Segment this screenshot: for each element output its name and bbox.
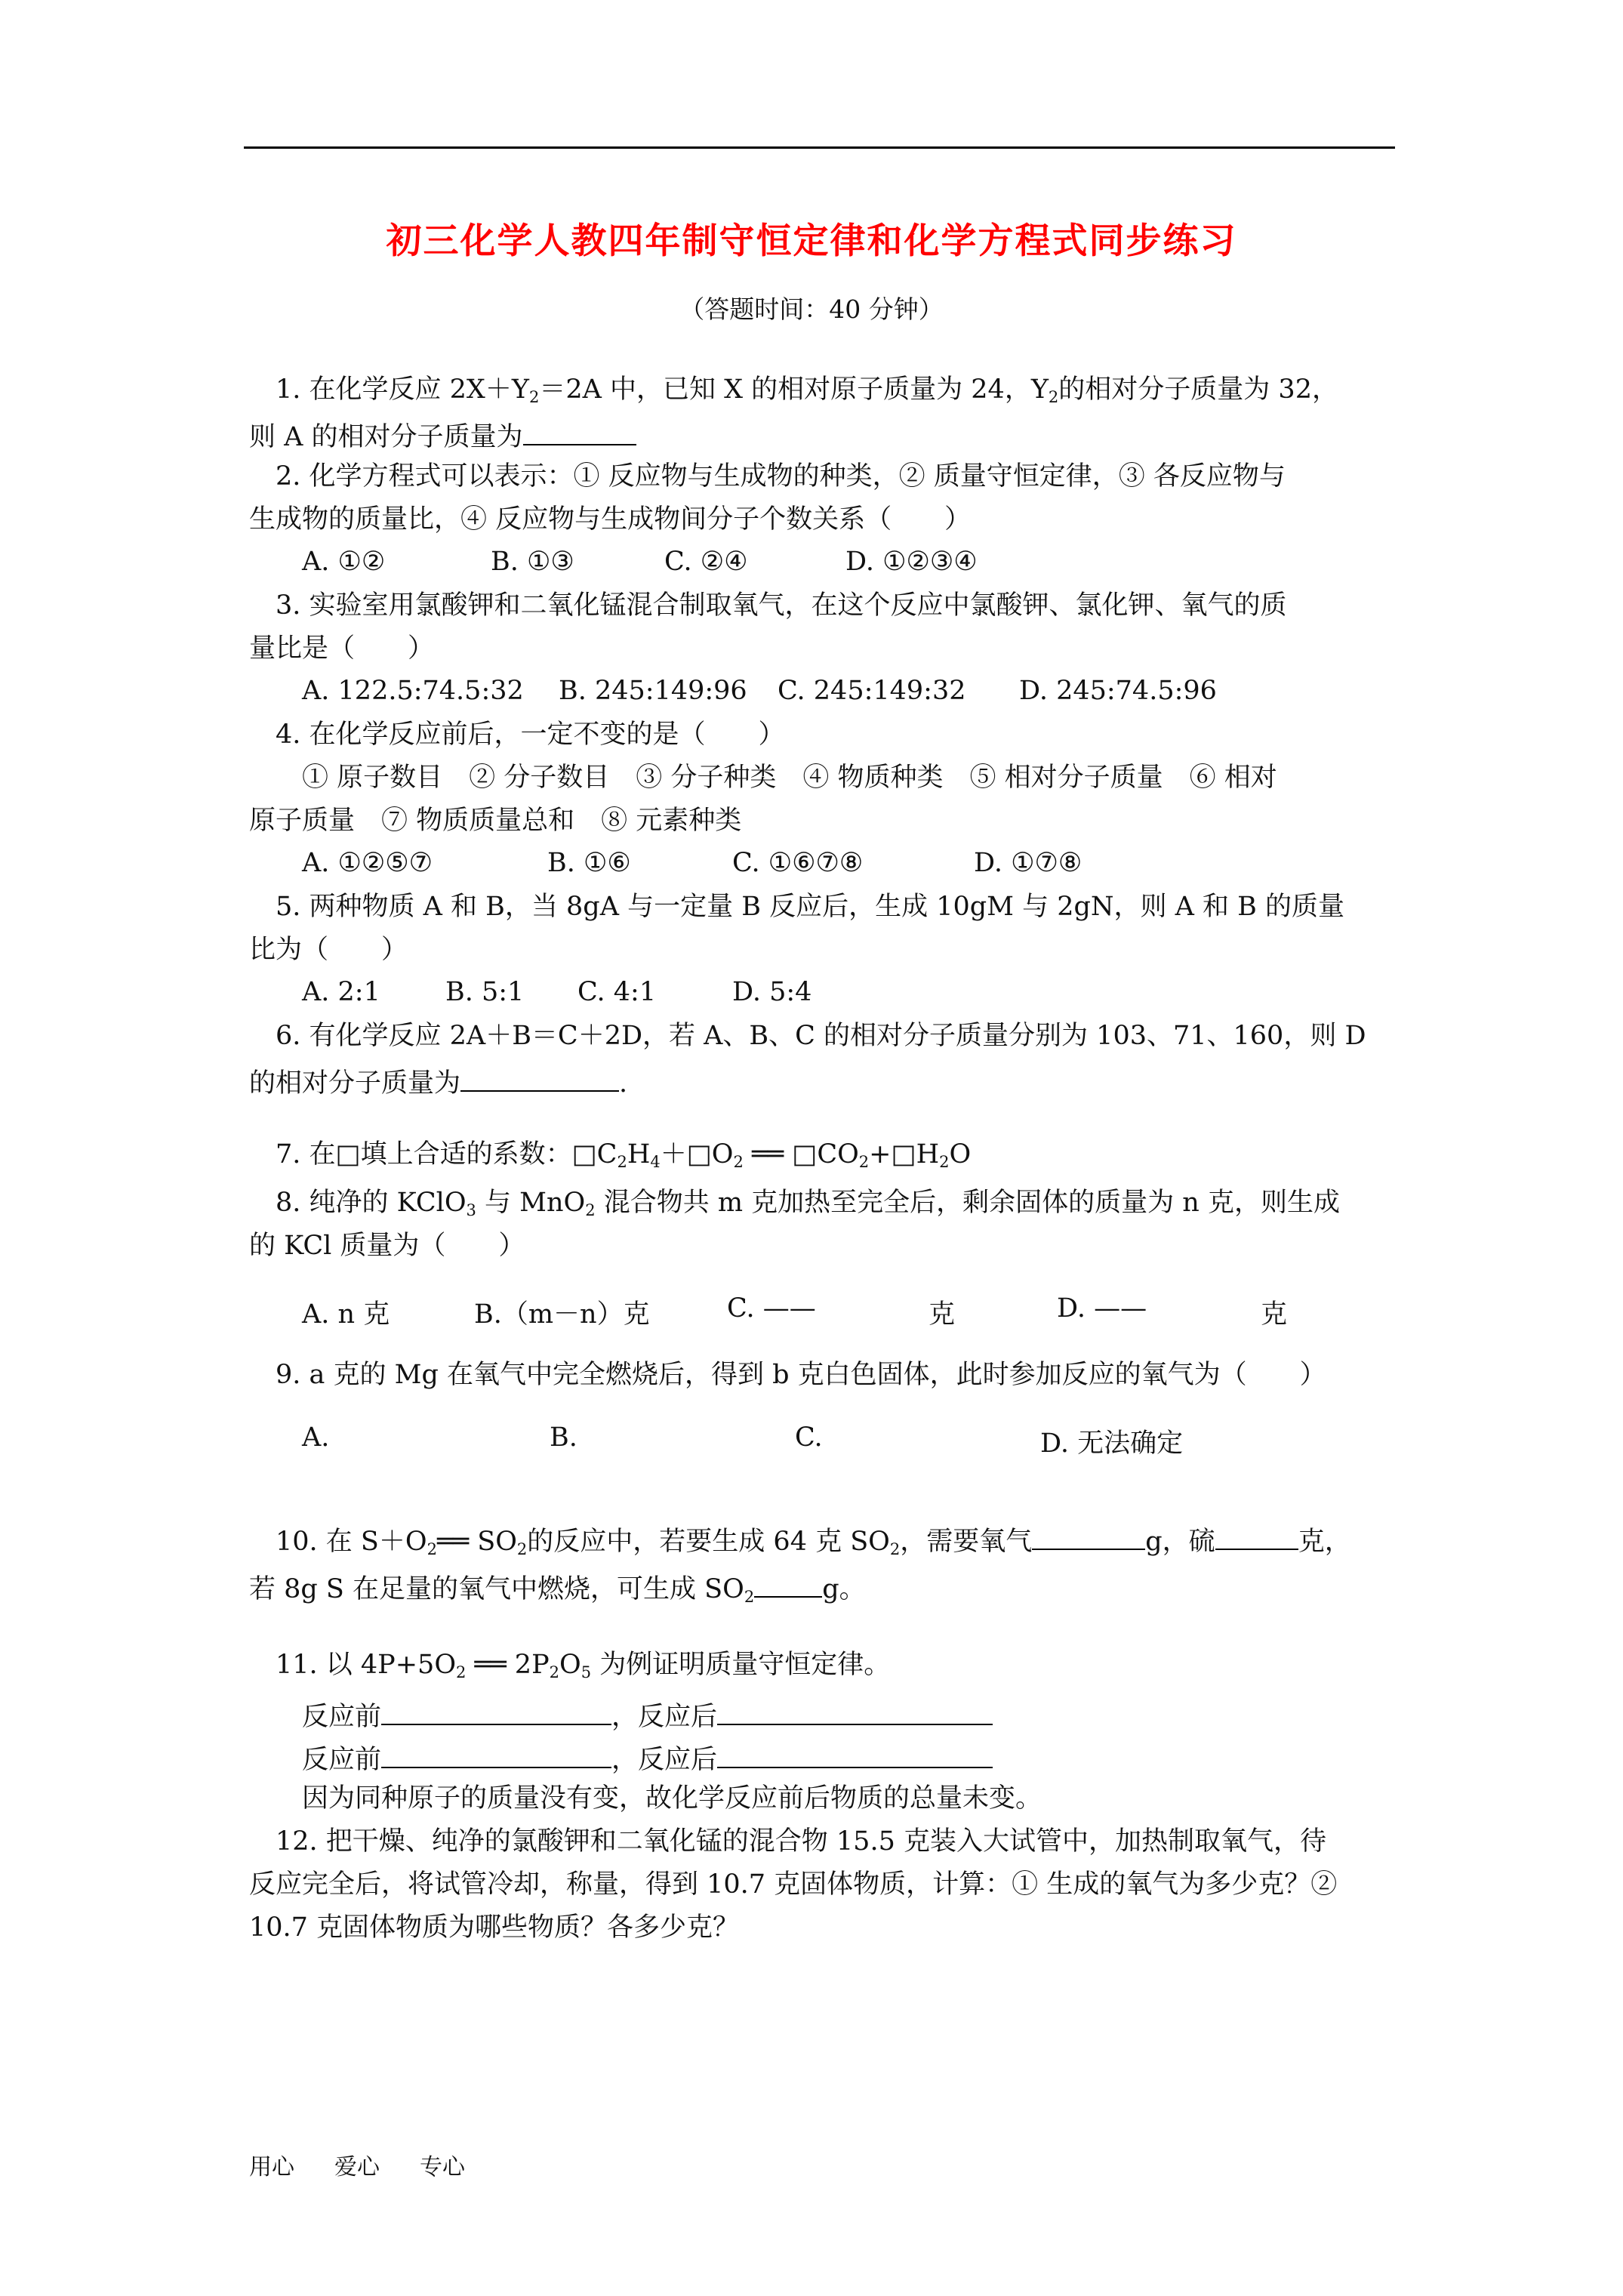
q9-option-a[interactable]: A. (302, 1422, 330, 1453)
q3-option-b[interactable]: B. 245:149:96 (559, 676, 747, 706)
time-limit: （答题时间：40 分钟） (679, 294, 944, 324)
subscript: 2 (1048, 388, 1059, 406)
q11-line1 (276, 1649, 890, 1682)
q6-line2 (249, 1063, 627, 1099)
q1-text: 则 A 的相对分子质量为 (249, 422, 523, 452)
q10-text: ══ SO (436, 1527, 517, 1557)
q10-line2 (249, 1569, 866, 1607)
q10-text: g。 (822, 1574, 866, 1604)
q12-line3: 10.7 克固体物质为哪些物质？各多少克？ (249, 1912, 740, 1943)
subscript: 2 (733, 1153, 744, 1171)
q11-text: 11. 以 4P+5O (276, 1650, 457, 1680)
q8-text: 8. 纯净的 KClO (276, 1188, 467, 1218)
q1-text: 1. 在化学反应 2X＋Y (276, 374, 529, 405)
subscript: 2 (889, 1540, 901, 1558)
q10-text: ，需要氧气 (900, 1527, 1033, 1557)
oxygen-mass-blank[interactable] (1032, 1521, 1145, 1550)
before-label: 反应前 (302, 1745, 382, 1775)
q5-line2: 比为（ ） (249, 935, 408, 965)
q1-line2 (249, 417, 636, 453)
q9-option-c[interactable]: C. (795, 1422, 823, 1453)
subscript: 3 (466, 1201, 476, 1219)
q6-answer-blank[interactable] (460, 1063, 619, 1092)
q8-text: 混合物共 m 克加热至完全后，剩余固体的质量为 n 克，则生成 (595, 1188, 1340, 1218)
q9-option-b[interactable]: B. (550, 1422, 577, 1453)
q4-line1: 4. 在化学反应前后，一定不变的是（ ） (276, 720, 785, 750)
after-blank[interactable] (717, 1740, 993, 1768)
q9-line1: 9. a 克的 Mg 在氧气中完全燃烧后，得到 b 克白色固体，此时参加反应的氧气为（ ） (276, 1360, 1326, 1390)
after-label: ，反应后 (611, 1745, 718, 1775)
q10-text: 的反应中，若要生成 64 克 SO (527, 1527, 890, 1557)
q11-conclusion: 因为同种原子的质量没有变，故化学反应前后物质的总量未变。 (302, 1783, 1042, 1814)
q3-option-c[interactable]: C. 245:149:32 (778, 676, 966, 706)
subscript: 2 (427, 1540, 437, 1558)
q1-answer-blank[interactable] (523, 417, 636, 445)
q10-text: g，硫 (1145, 1527, 1215, 1557)
sulfur-mass-blank[interactable] (1215, 1521, 1298, 1550)
subscript: 2 (456, 1663, 467, 1681)
q7-text: ＋□O (660, 1139, 734, 1170)
q5-option-b[interactable]: B. 5:1 (445, 977, 525, 1007)
q11-text: 为例证明质量守恒定律。 (591, 1650, 891, 1680)
subscript: 2 (528, 388, 540, 406)
q2-option-a[interactable]: A. ①② (302, 547, 386, 577)
q5-option-d[interactable]: D. 5:4 (732, 977, 812, 1007)
q10-text: 克， (1298, 1527, 1351, 1557)
q8-option-a[interactable]: A. n 克 (302, 1299, 390, 1330)
q9-option-d[interactable]: D. 无法确定 (1040, 1428, 1184, 1459)
footer-text: 爱心 (334, 2154, 380, 2180)
q3-line1: 3. 实验室用氯酸钾和二氧化锰混合制取氧气，在这个反应中氯酸钾、氯化钾、氧气的质 (276, 590, 1287, 621)
after-label: ，反应后 (611, 1702, 718, 1732)
q12-line2: 反应完全后，将试管冷却，称量，得到 10.7 克固体物质，计算：① 生成的氧气为多少克？② (249, 1869, 1338, 1900)
q4-option-d[interactable]: D. ①⑦⑧ (974, 848, 1083, 878)
q4-line2: ① 原子数目 ② 分子数目 ③ 分子种类 ④ 物质种类 ⑤ 相对分子质量 ⑥ 相对 (302, 763, 1277, 793)
q6-text: 的相对分子质量为 (249, 1068, 461, 1099)
q8-option-c[interactable]: C. —— (727, 1293, 816, 1324)
subscript: 5 (581, 1663, 592, 1681)
q11-text: O (559, 1650, 581, 1680)
so2-mass-blank[interactable] (754, 1569, 822, 1598)
q2-option-d[interactable]: D. ①②③④ (845, 547, 978, 577)
q1-text: ＝2A 中，已知 X 的相对原子质量为 24，Y (539, 374, 1049, 405)
q3-option-d[interactable]: D. 245:74.5:96 (1019, 676, 1217, 706)
q8-line2: 的 KCl 质量为（ ） (249, 1231, 525, 1261)
q2-line2: 生成物的质量比，④ 反应物与生成物间分子个数关系（ ） (249, 504, 972, 535)
q8-option-c-unit: 克 (929, 1299, 956, 1330)
subscript: 2 (516, 1540, 528, 1558)
q7-text: H (627, 1139, 651, 1170)
before-blank[interactable] (381, 1740, 611, 1768)
q11-row2 (302, 1740, 993, 1776)
header-rule (244, 146, 1395, 149)
q5-option-c[interactable]: C. 4:1 (577, 977, 657, 1007)
q8-option-d[interactable]: D. —— (1057, 1293, 1147, 1324)
q4-option-a[interactable]: A. ①②⑤⑦ (302, 848, 433, 878)
q10-line1 (276, 1521, 1351, 1559)
q7-text: +□H (869, 1139, 940, 1170)
q2-line1: 2. 化学方程式可以表示：① 反应物与生成物的种类，② 质量守恒定律，③ 各反应物与 (276, 461, 1286, 492)
q1-text: 的相对分子质量为 32， (1058, 374, 1338, 405)
q2-option-c[interactable]: C. ②④ (664, 547, 748, 577)
subscript: 2 (549, 1663, 559, 1681)
q5-line1: 5. 两种物质 A 和 B，当 8gA 与一定量 B 反应后，生成 10gM 与 2gN，则 A 和 B 的质量 (276, 892, 1345, 922)
q8-option-b[interactable]: B.（m－n）克 (474, 1299, 650, 1330)
q11-text: ══ 2P (466, 1650, 550, 1680)
q7-line (276, 1139, 971, 1172)
q8-line1 (276, 1187, 1340, 1220)
subscript: 2 (744, 1588, 755, 1606)
q10-text: 若 8g S 在足量的氧气中燃烧，可生成 SO (249, 1574, 744, 1604)
q5-option-a[interactable]: A. 2:1 (302, 977, 380, 1007)
footer-text: 专心 (420, 2154, 465, 2180)
subscript: 4 (650, 1153, 661, 1171)
q3-line2: 量比是（ ） (249, 633, 435, 664)
q8-option-d-unit: 克 (1261, 1299, 1288, 1330)
footer-text: 用心 (249, 2154, 294, 2180)
q11-row1 (302, 1697, 993, 1733)
before-blank[interactable] (381, 1697, 611, 1725)
q6-line1: 6. 有化学反应 2A＋B＝C＋2D，若 A、B、C 的相对分子质量分别为 103、71、160，则 D (276, 1021, 1366, 1051)
q1-line1 (276, 374, 1338, 407)
q3-option-a[interactable]: A. 122.5:74.5:32 (302, 676, 524, 706)
period: . (619, 1068, 628, 1099)
q4-line3: 原子质量 ⑦ 物质质量总和 ⑧ 元素种类 (249, 806, 742, 836)
subscript: 2 (858, 1153, 870, 1171)
subscript: 2 (939, 1153, 950, 1171)
q2-option-b[interactable]: B. ①③ (491, 547, 574, 577)
after-blank[interactable] (717, 1697, 993, 1725)
before-label: 反应前 (302, 1702, 382, 1732)
q7-text: 7. 在□填上合适的系数：□C (276, 1139, 617, 1170)
q7-text: O (949, 1139, 972, 1170)
subscript: 2 (585, 1201, 596, 1219)
q8-text: 与 MnO (476, 1188, 586, 1218)
q4-option-c[interactable]: C. ①⑥⑦⑧ (732, 848, 864, 878)
q12-line1: 12. 把干燥、纯净的氯酸钾和二氧化锰的混合物 15.5 克装入大试管中，加热制取氧气，待 (276, 1826, 1326, 1857)
document-title: 初三化学人教四年制守恒定律和化学方程式同步练习 (386, 220, 1237, 262)
q7-text: ══ □CO (743, 1139, 859, 1170)
subscript: 2 (617, 1153, 627, 1171)
q4-option-b[interactable]: B. ①⑥ (547, 848, 631, 878)
q10-text: 10. 在 S＋O (276, 1527, 427, 1557)
